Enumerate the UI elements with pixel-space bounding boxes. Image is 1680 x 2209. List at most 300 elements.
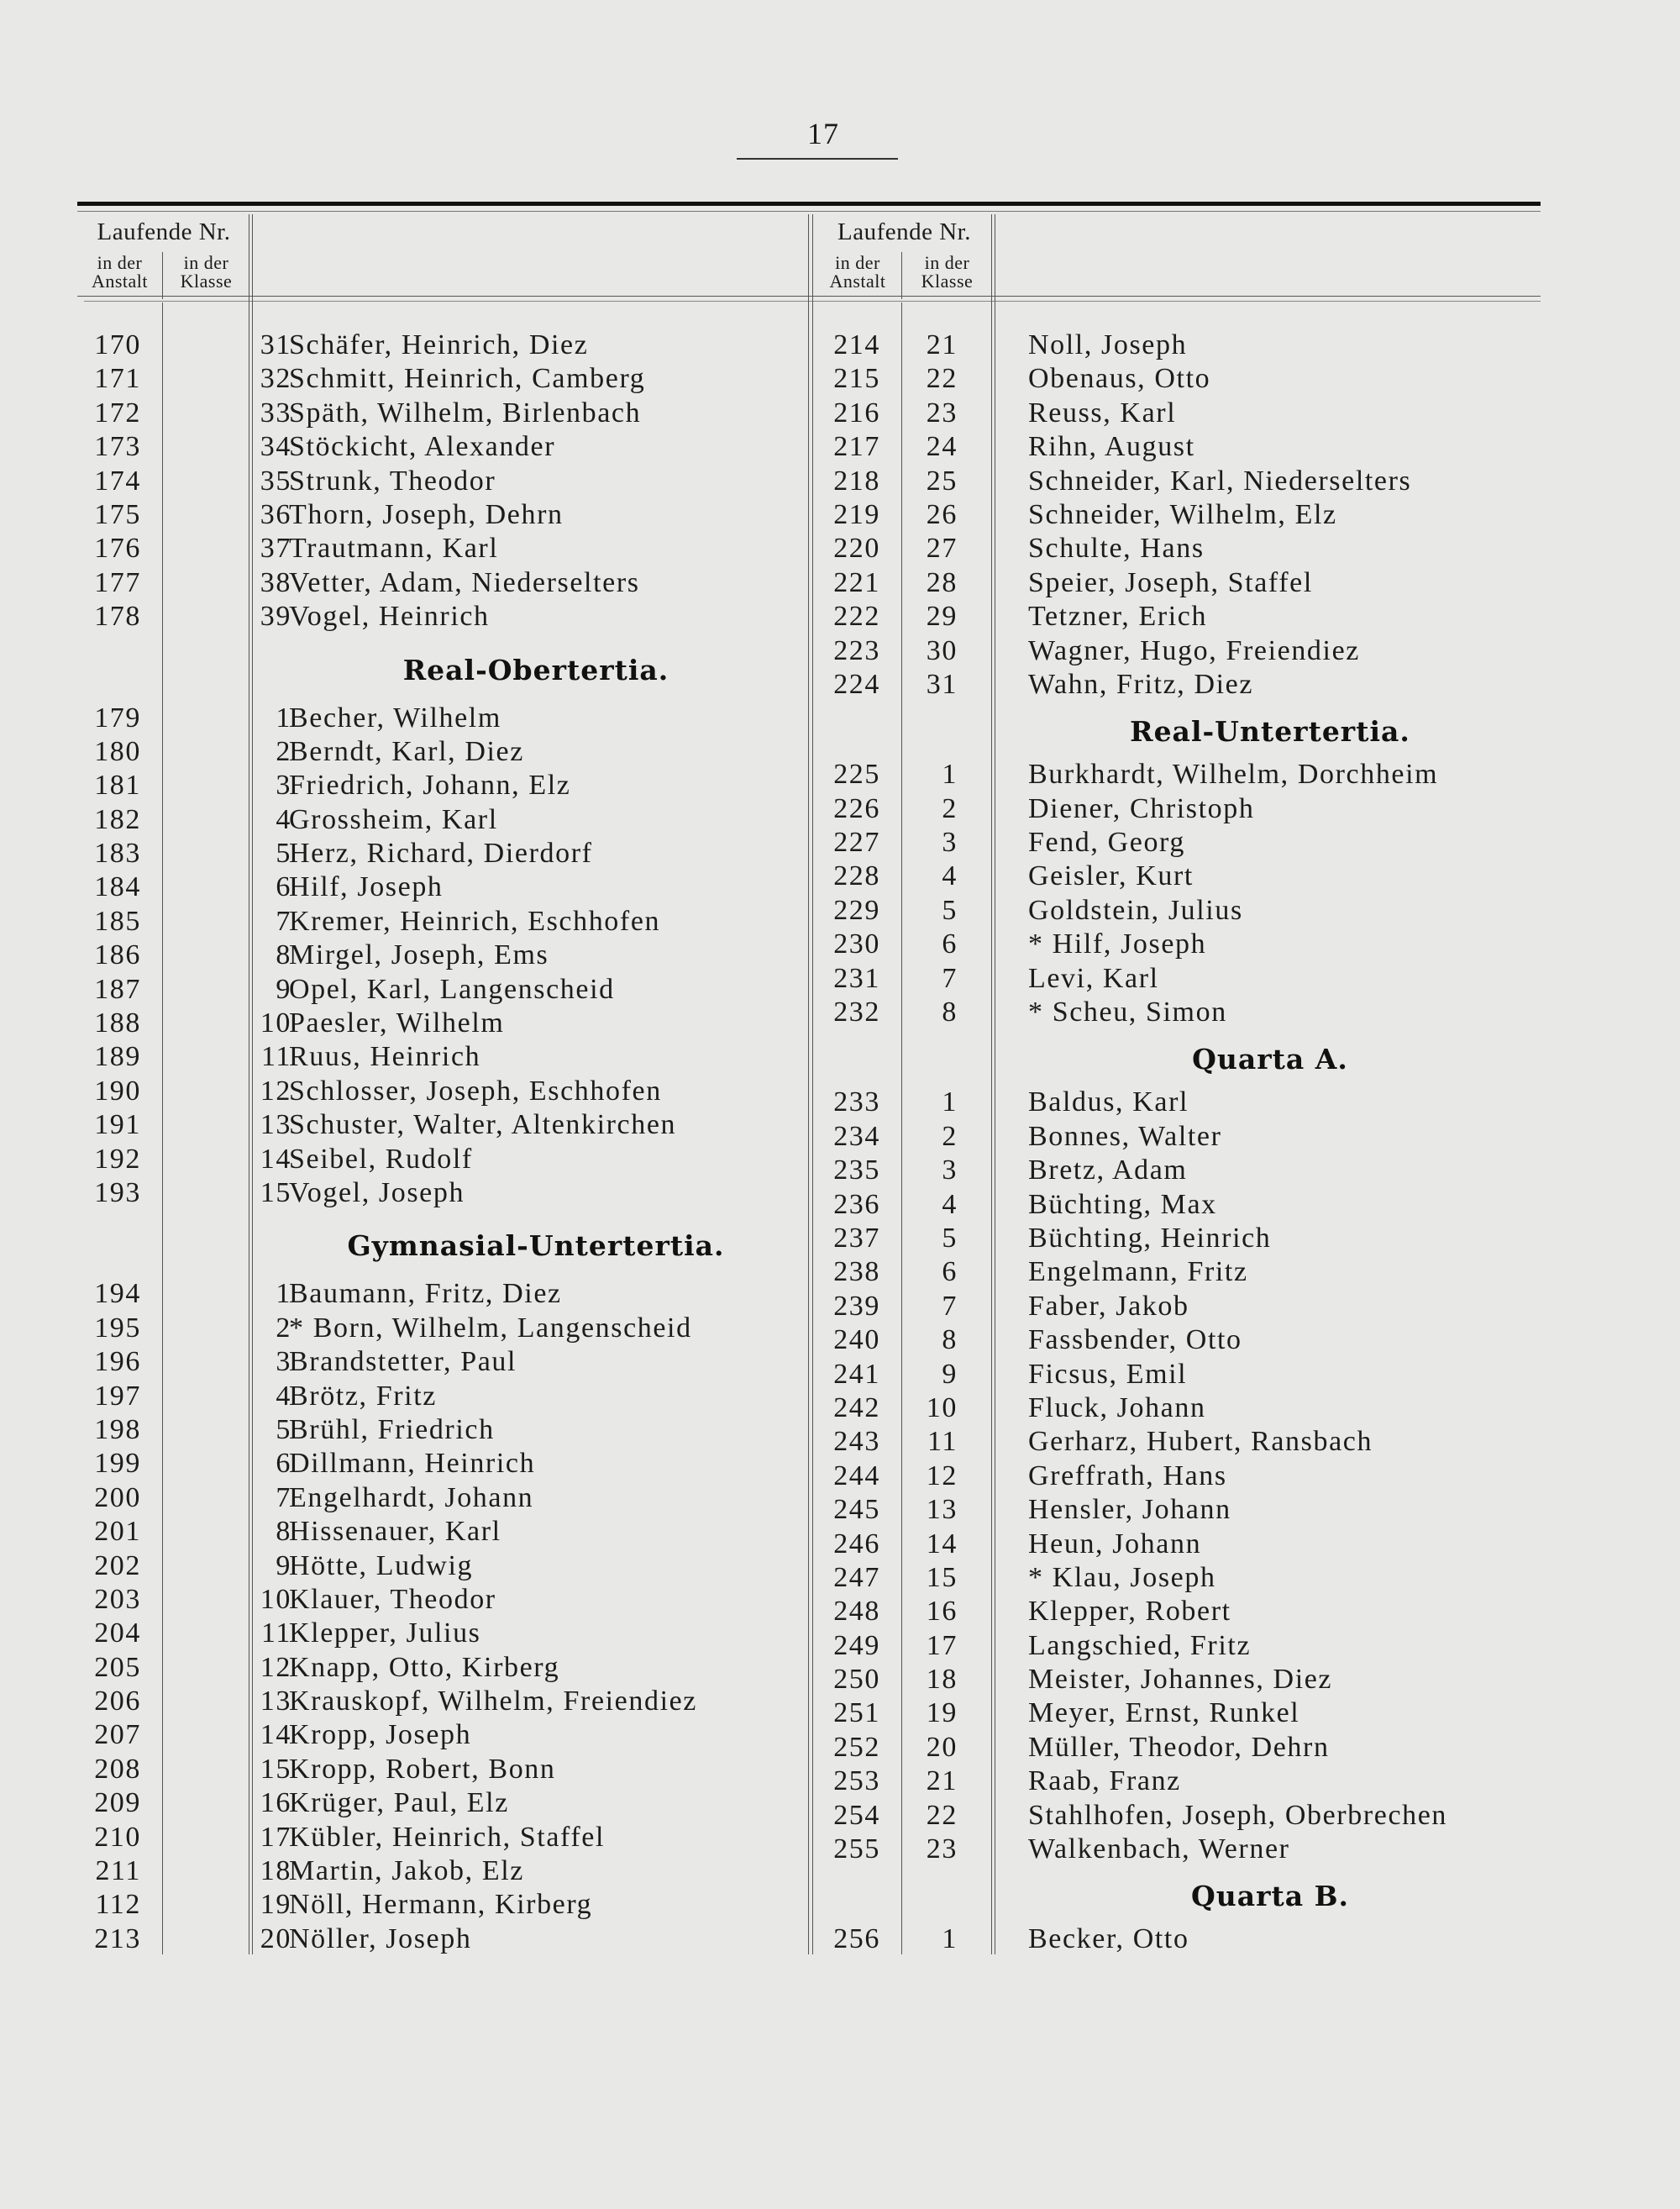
klasse-number: 5 xyxy=(276,1413,291,1445)
anstalt-number: 188 xyxy=(94,1007,141,1039)
klasse-number: 4 xyxy=(276,803,291,835)
anstalt-number: 179 xyxy=(94,702,141,734)
student-row xyxy=(77,1176,810,1210)
student-name: Hensler, Johann xyxy=(1028,1494,1231,1526)
student-name: Meyer, Ernst, Runkel xyxy=(1028,1697,1300,1729)
student-row xyxy=(814,1595,1536,1628)
student-row xyxy=(814,634,1536,668)
student-name: Baumann, Fritz, Diez xyxy=(289,1278,562,1310)
anstalt-number: 170 xyxy=(94,329,141,360)
klasse-number: 20 xyxy=(260,1922,291,1954)
anstalt-number: 199 xyxy=(94,1448,141,1480)
klasse-number: 4 xyxy=(942,1188,958,1220)
klasse-number: 22 xyxy=(926,363,958,395)
student-name: Brühl, Friedrich xyxy=(289,1413,495,1445)
klasse-number: 32 xyxy=(260,363,291,395)
anstalt-number: 180 xyxy=(94,735,141,767)
anstalt-number: 202 xyxy=(94,1549,141,1581)
anstalt-number: 190 xyxy=(94,1075,141,1107)
student-name: Rihn, August xyxy=(1028,431,1195,463)
student-row xyxy=(814,430,1536,464)
anstalt-number: 205 xyxy=(94,1651,141,1683)
klasse-number: 6 xyxy=(276,871,291,903)
klasse-number: 14 xyxy=(926,1528,958,1559)
header-laufende-nr-label: Laufende Nr. xyxy=(837,218,971,245)
klasse-number: 30 xyxy=(926,634,958,666)
student-name: Levi, Karl xyxy=(1028,962,1159,994)
student-name: Knapp, Otto, Kirberg xyxy=(289,1651,560,1683)
anstalt-number: 177 xyxy=(94,566,141,598)
klasse-number: 20 xyxy=(926,1731,958,1763)
student-row xyxy=(77,532,810,565)
klasse-number: 18 xyxy=(926,1664,958,1696)
student-row xyxy=(77,1617,810,1650)
anstalt-number: 182 xyxy=(94,803,141,835)
student-name: Wahn, Fritz, Diez xyxy=(1028,668,1254,700)
student-row xyxy=(814,996,1536,1029)
anstalt-number: 232 xyxy=(833,997,880,1028)
student-name: Faber, Jakob xyxy=(1028,1290,1189,1322)
anstalt-number: 214 xyxy=(833,329,880,360)
student-row xyxy=(77,1040,810,1074)
anstalt-number: 207 xyxy=(94,1719,141,1751)
klasse-number: 28 xyxy=(926,566,958,598)
right-header-klasse xyxy=(901,254,993,291)
anstalt-number: 239 xyxy=(833,1290,880,1322)
student-row xyxy=(77,600,810,634)
header-in-der: in der xyxy=(183,252,229,273)
anstalt-number: 189 xyxy=(94,1041,141,1073)
student-row xyxy=(814,1731,1536,1765)
klasse-number: 5 xyxy=(276,838,291,870)
anstalt-number: 228 xyxy=(833,860,880,892)
student-row xyxy=(814,1460,1536,1493)
anstalt-number: 233 xyxy=(833,1086,880,1118)
anstalt-number: 234 xyxy=(833,1120,880,1152)
anstalt-number: 217 xyxy=(833,431,880,463)
klasse-number: 3 xyxy=(942,827,958,859)
student-row xyxy=(814,1493,1536,1527)
student-row xyxy=(77,1413,810,1447)
left-header-anstalt xyxy=(77,254,162,291)
student-name: Obenaus, Otto xyxy=(1028,363,1211,395)
student-row xyxy=(814,1290,1536,1323)
student-name: Engelhardt, Johann xyxy=(289,1481,534,1513)
student-name: Hötte, Ludwig xyxy=(289,1549,474,1581)
student-name: Hilf, Joseph xyxy=(289,871,444,903)
anstalt-number: 245 xyxy=(833,1494,880,1526)
student-row xyxy=(77,1753,810,1786)
class-section-heading: Quarta B. xyxy=(1190,1880,1349,1913)
student-name: Goldstein, Julius xyxy=(1028,894,1243,926)
student-row xyxy=(77,1786,810,1820)
klasse-number: 14 xyxy=(260,1719,291,1751)
header-laufende-nr-label: Laufende Nr. xyxy=(97,218,231,245)
student-name: Thorn, Joseph, Dehrn xyxy=(289,498,564,530)
anstalt-number: 112 xyxy=(95,1889,141,1921)
klasse-number: 39 xyxy=(260,601,291,633)
student-name: Fassbender, Otto xyxy=(1028,1324,1242,1356)
student-row xyxy=(814,1696,1536,1730)
anstalt-number: 193 xyxy=(94,1176,141,1208)
student-row xyxy=(77,1007,810,1040)
student-row xyxy=(77,566,810,600)
student-name: Mirgel, Joseph, Ems xyxy=(289,939,549,971)
student-row xyxy=(77,1277,810,1311)
student-row xyxy=(77,465,810,498)
student-name: Raab, Franz xyxy=(1028,1765,1181,1797)
student-row xyxy=(814,329,1536,362)
klasse-number: 1 xyxy=(942,759,958,791)
klasse-number: 11 xyxy=(261,1041,291,1073)
student-name: Becher, Wilhelm xyxy=(289,702,501,734)
klasse-number: 5 xyxy=(942,1222,958,1254)
anstalt-number: 176 xyxy=(94,533,141,565)
student-name: * Scheu, Simon xyxy=(1028,997,1227,1028)
student-name: Kropp, Robert, Bonn xyxy=(289,1753,556,1785)
student-name: Tetzner, Erich xyxy=(1028,601,1208,633)
student-row xyxy=(77,1685,810,1718)
klasse-number: 8 xyxy=(942,1324,958,1356)
student-name: Becker, Otto xyxy=(1028,1923,1189,1955)
klasse-number: 6 xyxy=(942,928,958,960)
student-name: Fluck, Johann xyxy=(1028,1391,1206,1423)
right-header-anstalt xyxy=(814,254,901,291)
klasse-number: 8 xyxy=(276,939,291,971)
class-section-heading: Gymnasial-Untertertia. xyxy=(347,1229,725,1263)
klasse-number: 5 xyxy=(942,894,958,926)
anstalt-number: 216 xyxy=(833,397,880,429)
student-name: Schäfer, Heinrich, Diez xyxy=(289,329,589,360)
header-anstalt: Anstalt xyxy=(829,271,886,292)
class-section-heading: Real-Obertertia. xyxy=(402,653,669,686)
anstalt-number: 183 xyxy=(94,838,141,870)
student-name: Bretz, Adam xyxy=(1028,1154,1188,1186)
student-name: Trautmann, Karl xyxy=(289,533,499,565)
left-student-list xyxy=(77,329,810,1956)
klasse-number: 9 xyxy=(276,1549,291,1581)
anstalt-number: 231 xyxy=(833,962,880,994)
anstalt-number: 181 xyxy=(94,770,141,802)
klasse-number: 11 xyxy=(927,1426,958,1458)
anstalt-number: 241 xyxy=(833,1358,880,1390)
klasse-number: 7 xyxy=(942,1290,958,1322)
student-row xyxy=(77,1447,810,1481)
anstalt-number: 256 xyxy=(833,1923,880,1955)
student-name: Klepper, Robert xyxy=(1028,1596,1231,1628)
student-name: Ficsus, Emil xyxy=(1028,1358,1188,1390)
student-name: Vogel, Joseph xyxy=(289,1176,465,1208)
header-bottom-rule xyxy=(77,296,1541,297)
student-row xyxy=(814,397,1536,430)
klasse-number: 2 xyxy=(276,1312,291,1344)
anstalt-number: 185 xyxy=(94,905,141,937)
anstalt-number: 192 xyxy=(94,1143,141,1175)
student-name: Krüger, Paul, Elz xyxy=(289,1787,509,1819)
klasse-number: 3 xyxy=(276,1346,291,1378)
student-row xyxy=(77,905,810,939)
student-row xyxy=(814,600,1536,634)
klasse-number: 18 xyxy=(260,1855,291,1887)
student-name: Gerharz, Hubert, Ransbach xyxy=(1028,1426,1373,1458)
klasse-number: 1 xyxy=(942,1923,958,1955)
klasse-number: 19 xyxy=(926,1697,958,1729)
klasse-number: 13 xyxy=(926,1494,958,1526)
page-number: 17 xyxy=(807,117,839,150)
anstalt-number: 220 xyxy=(833,533,880,565)
klasse-number: 21 xyxy=(926,329,958,360)
student-name: Wagner, Hugo, Freiendiez xyxy=(1028,634,1360,666)
anstalt-number: 242 xyxy=(833,1391,880,1423)
student-name: Diener, Christoph xyxy=(1028,792,1255,824)
student-name: Büchting, Max xyxy=(1028,1188,1217,1220)
student-name: Friedrich, Johann, Elz xyxy=(289,770,571,802)
anstalt-number: 211 xyxy=(95,1855,141,1887)
student-name: Geisler, Kurt xyxy=(1028,860,1194,892)
header-klasse: Klasse xyxy=(921,271,974,292)
anstalt-number: 206 xyxy=(94,1686,141,1717)
klasse-number: 31 xyxy=(926,668,958,700)
klasse-number: 8 xyxy=(276,1516,291,1548)
student-name: Paesler, Wilhelm xyxy=(289,1007,505,1039)
student-row xyxy=(814,1629,1536,1663)
anstalt-number: 251 xyxy=(833,1697,880,1729)
student-name: Krauskopf, Wilhelm, Freiendiez xyxy=(289,1686,697,1717)
student-name: Dillmann, Heinrich xyxy=(289,1448,536,1480)
klasse-number: 16 xyxy=(260,1787,291,1819)
student-row xyxy=(77,1075,810,1108)
anstalt-number: 229 xyxy=(833,894,880,926)
student-row xyxy=(77,1583,810,1617)
anstalt-number: 171 xyxy=(94,363,141,395)
klasse-number: 1 xyxy=(942,1086,958,1118)
klasse-number: 6 xyxy=(942,1256,958,1288)
klasse-number: 12 xyxy=(260,1075,291,1107)
klasse-number: 38 xyxy=(260,566,291,598)
anstalt-number: 194 xyxy=(94,1278,141,1310)
anstalt-number: 184 xyxy=(94,871,141,903)
klasse-number: 15 xyxy=(260,1176,291,1208)
student-name: Speier, Joseph, Staffel xyxy=(1028,566,1313,598)
anstalt-number: 197 xyxy=(94,1380,141,1412)
klasse-number: 9 xyxy=(276,973,291,1005)
klasse-number: 19 xyxy=(260,1889,291,1921)
student-name: Bonnes, Walter xyxy=(1028,1120,1222,1152)
anstalt-number: 215 xyxy=(833,363,880,395)
student-row xyxy=(77,973,810,1007)
anstalt-number: 191 xyxy=(94,1109,141,1141)
klasse-number: 4 xyxy=(942,860,958,892)
student-name: * Klau, Joseph xyxy=(1028,1561,1216,1593)
header-in-der: in der xyxy=(924,252,970,273)
student-row xyxy=(77,939,810,972)
student-row xyxy=(814,668,1536,702)
student-row xyxy=(77,870,810,904)
anstalt-number: 172 xyxy=(94,397,141,429)
student-name: Heun, Johann xyxy=(1028,1528,1202,1559)
student-name: Klepper, Julius xyxy=(289,1617,481,1649)
student-name: Kropp, Joseph xyxy=(289,1719,472,1751)
column-rule xyxy=(812,214,813,1954)
anstalt-number: 178 xyxy=(94,601,141,633)
anstalt-number: 198 xyxy=(94,1413,141,1445)
header-in-der: in der xyxy=(97,252,143,273)
student-name: Greffrath, Hans xyxy=(1028,1460,1227,1491)
klasse-number: 37 xyxy=(260,533,291,565)
student-name: Martin, Jakob, Elz xyxy=(289,1855,524,1887)
student-name: Opel, Karl, Langenscheid xyxy=(289,973,615,1005)
student-row xyxy=(77,1108,810,1142)
anstalt-number: 219 xyxy=(833,498,880,530)
left-header-laufende-nr xyxy=(77,220,250,245)
student-name: Nöller, Joseph xyxy=(289,1922,472,1954)
student-name: Späth, Wilhelm, Birlenbach xyxy=(289,397,642,429)
top-thick-rule xyxy=(77,202,1541,206)
student-name: Büchting, Heinrich xyxy=(1028,1222,1272,1254)
student-name: Langschied, Fritz xyxy=(1028,1629,1252,1661)
klasse-number: 2 xyxy=(276,735,291,767)
student-row xyxy=(77,702,810,735)
klasse-number: 13 xyxy=(260,1686,291,1717)
klasse-number: 7 xyxy=(276,1481,291,1513)
student-name: Noll, Joseph xyxy=(1028,329,1188,360)
anstalt-number: 203 xyxy=(94,1583,141,1615)
anstalt-number: 247 xyxy=(833,1561,880,1593)
student-name: Klauer, Theodor xyxy=(289,1583,496,1615)
anstalt-number: 230 xyxy=(833,928,880,960)
student-name: Brandstetter, Paul xyxy=(289,1346,517,1378)
student-row xyxy=(77,1854,810,1888)
student-row xyxy=(814,532,1536,565)
student-row xyxy=(814,758,1536,792)
klasse-number: 15 xyxy=(260,1753,291,1785)
student-row xyxy=(814,498,1536,532)
student-row xyxy=(77,1380,810,1413)
student-name: Kübler, Heinrich, Staffel xyxy=(289,1821,606,1853)
left-header-klasse xyxy=(162,254,250,291)
klasse-number: 10 xyxy=(260,1583,291,1615)
student-name: Brötz, Fritz xyxy=(289,1380,437,1412)
student-name: Hissenauer, Karl xyxy=(289,1516,501,1548)
klasse-number: 22 xyxy=(926,1799,958,1831)
klasse-number: 36 xyxy=(260,498,291,530)
klasse-number: 2 xyxy=(942,792,958,824)
klasse-number: 27 xyxy=(926,533,958,565)
student-row xyxy=(814,1086,1536,1119)
klasse-number: 3 xyxy=(276,770,291,802)
column-rule xyxy=(162,252,163,299)
student-name: Meister, Johannes, Diez xyxy=(1028,1664,1333,1696)
student-name: Strunk, Theodor xyxy=(289,465,496,497)
anstalt-number: 208 xyxy=(94,1753,141,1785)
student-row xyxy=(814,1188,1536,1222)
student-row xyxy=(814,1154,1536,1187)
anstalt-number: 209 xyxy=(94,1787,141,1819)
anstalt-number: 175 xyxy=(94,498,141,530)
student-row xyxy=(77,769,810,802)
student-row xyxy=(77,1549,810,1583)
student-row xyxy=(77,1651,810,1685)
student-name: Berndt, Karl, Diez xyxy=(289,735,524,767)
student-name: Schneider, Karl, Niederselters xyxy=(1028,465,1412,497)
klasse-number: 23 xyxy=(926,1833,958,1865)
student-row xyxy=(814,1833,1536,1866)
anstalt-number: 246 xyxy=(833,1528,880,1559)
klasse-number: 15 xyxy=(926,1561,958,1593)
student-row xyxy=(77,397,810,430)
klasse-number: 6 xyxy=(276,1448,291,1480)
student-row xyxy=(77,1345,810,1379)
anstalt-number: 238 xyxy=(833,1256,880,1288)
klasse-number: 8 xyxy=(942,997,958,1028)
anstalt-number: 187 xyxy=(94,973,141,1005)
student-row xyxy=(77,1143,810,1176)
anstalt-number: 186 xyxy=(94,939,141,971)
student-row xyxy=(814,566,1536,600)
anstalt-number: 213 xyxy=(94,1922,141,1954)
klasse-number: 2 xyxy=(942,1120,958,1152)
klasse-number: 3 xyxy=(942,1154,958,1186)
student-row xyxy=(814,1663,1536,1696)
student-name: Baldus, Karl xyxy=(1028,1086,1189,1118)
class-section-heading: Quarta A. xyxy=(1192,1043,1348,1076)
anstalt-number: 227 xyxy=(833,827,880,859)
klasse-number: 31 xyxy=(260,329,291,360)
page-number-rule xyxy=(737,158,898,160)
student-row xyxy=(77,362,810,396)
student-row xyxy=(77,329,810,362)
student-name: Fend, Georg xyxy=(1028,827,1185,859)
header-in-der: in der xyxy=(835,252,880,273)
student-row xyxy=(814,894,1536,928)
student-row xyxy=(814,826,1536,860)
student-row xyxy=(77,1312,810,1345)
klasse-number: 1 xyxy=(276,1278,291,1310)
anstalt-number: 221 xyxy=(833,566,880,598)
class-section-heading: Real-Untertertia. xyxy=(1130,715,1410,749)
student-row xyxy=(77,735,810,769)
anstalt-number: 201 xyxy=(94,1516,141,1548)
student-row xyxy=(814,1425,1536,1459)
student-name: Ruus, Heinrich xyxy=(289,1041,481,1073)
anstalt-number: 226 xyxy=(833,792,880,824)
klasse-number: 35 xyxy=(260,465,291,497)
student-name: Walkenbach, Werner xyxy=(1028,1833,1290,1865)
anstalt-number: 235 xyxy=(833,1154,880,1186)
student-row xyxy=(814,1358,1536,1391)
student-name: Seibel, Rudolf xyxy=(289,1143,473,1175)
top-thin-rule xyxy=(77,211,1541,212)
student-row xyxy=(814,1799,1536,1833)
student-row xyxy=(77,803,810,837)
klasse-number: 13 xyxy=(260,1109,291,1141)
header-anstalt: Anstalt xyxy=(91,271,149,292)
student-name: Stahlhofen, Joseph, Oberbrechen xyxy=(1028,1799,1448,1831)
student-name: Herz, Richard, Dierdorf xyxy=(289,838,593,870)
klasse-number: 16 xyxy=(926,1596,958,1628)
student-name: Schmitt, Heinrich, Camberg xyxy=(289,363,646,395)
student-name: Schneider, Wilhelm, Elz xyxy=(1028,498,1337,530)
student-name: Müller, Theodor, Dehrn xyxy=(1028,1731,1330,1763)
anstalt-number: 249 xyxy=(833,1629,880,1661)
anstalt-number: 195 xyxy=(94,1312,141,1344)
klasse-number: 14 xyxy=(260,1143,291,1175)
student-row xyxy=(814,1561,1536,1595)
student-name: Schuster, Walter, Altenkirchen xyxy=(289,1109,677,1141)
anstalt-number: 196 xyxy=(94,1346,141,1378)
anstalt-number: 225 xyxy=(833,759,880,791)
klasse-number: 10 xyxy=(260,1007,291,1039)
